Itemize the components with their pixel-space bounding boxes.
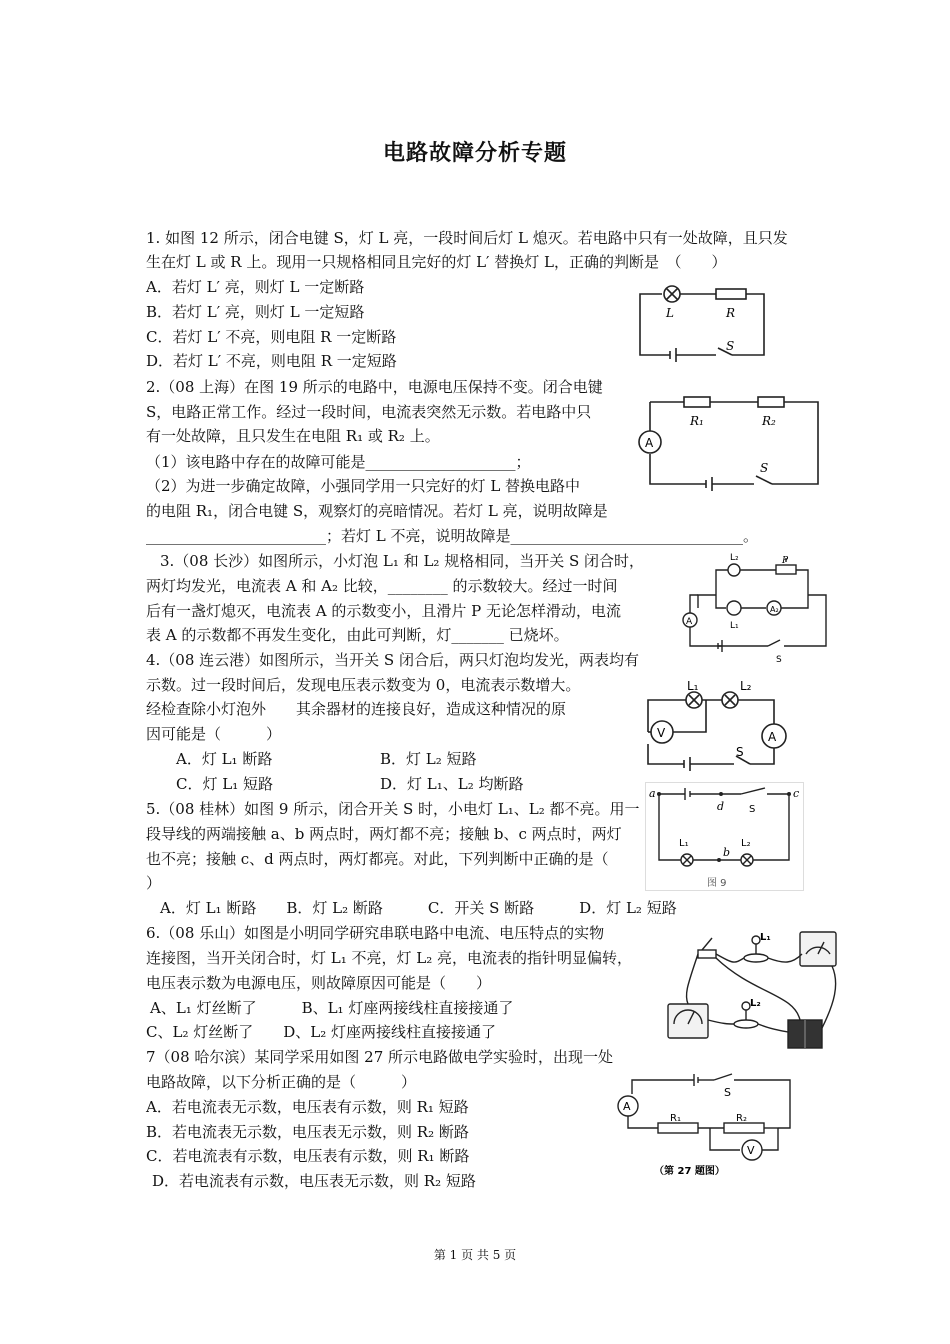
q5-line-4: ） [146,874,162,892]
fig7-caption: （第 27 题图） [654,1166,725,1177]
fig3-label-a: A [686,617,693,627]
q2-part-1: （1）该电路中存在的故障可能是____________________； [146,453,531,471]
fig1-label-r: R [726,306,736,320]
fig5-label-d: d [717,800,725,813]
fig2-ammeter-label: A [645,436,654,450]
q3-line-3: 后有一盏灯熄灭，电流表 A 的示数变小，且滑片 P 无论怎样滑动，电流 [146,602,622,620]
q6-options-cd: C、L₂ 灯丝断了 D、L₂ 灯座两接线柱直接接通了 [146,1023,496,1041]
q3-line-1: 3.（08 长沙）如图所示，小灯泡 L₁ 和 L₂ 规格相同，当开关 S 闭合时， [160,552,645,570]
q7-line-2: 电路故障，以下分析正确的是（ ） [146,1073,417,1091]
q7-option-c: C．若电流表有示数，电压表有示数，则 R₁ 断路 [146,1147,470,1165]
fig7-label-a: A [623,1100,631,1113]
q7-option-a: A．若电流表无示数，电压表有示数，则 R₁ 短路 [146,1098,469,1116]
q4-line-2: 示数。过一段时间后，发现电压表示数变为 0，电流表示数增大。 [146,676,581,694]
q1-line-1: 1. 如图 12 所示，闭合电键 S，灯 L 亮，一段时间后灯 L 熄灭。若电路中只有一处故障，且只发 [146,229,788,247]
fig5-label-a: a [649,787,656,800]
fig7-label-v: V [747,1144,755,1157]
figure-q2-circuit [632,392,832,492]
q6-line-3: 电压表示数为电源电压，则故障原因可能是（ ） [146,974,492,992]
q5-line-1: 5.（08 桂林）如图 9 所示，闭合开关 S 时，小电灯 L₁、L₂ 都不亮。用一 [146,800,640,818]
page-title: 电路故障分析专题 [382,141,567,166]
q2-part-2-line-2: 的电阻 R₁，闭合电键 S，观察灯的亮暗情况。若灯 L 亮，说明故障是 [146,502,608,520]
q2-line-3: 有一处故障，且只发生在电阻 R₁ 或 R₂ 上。 [146,427,440,445]
q3-line-4: 表 A 的示数都不再发生变化，由此可判断，灯_______ 已烧坏。 [146,626,569,644]
q2-line-1: 2.（08 上海）在图 19 所示的电路中，电源电压保持不变。闭合电键 [146,378,603,396]
fig5-label-l1: L₁ [679,838,689,849]
q4-option-a: A．灯 L₁ 断路 [176,750,273,768]
fig3-label-p: P [782,556,789,566]
fig7-label-r2: R₂ [736,1113,747,1124]
q5-options: A．灯 L₁ 断路 B．灯 L₂ 断路 C．开关 S 断路 D．灯 L₂ 短路 [160,899,677,917]
fig4-label-v: V [657,726,666,740]
fig2-label-r1: R₁ [690,414,704,428]
fig5-label-l2: L₂ [741,838,751,849]
fig7-label-r1: R₁ [670,1113,681,1124]
fig2-label-s: S [760,461,769,475]
q4-option-b: B．灯 L₂ 短路 [380,750,477,768]
q4-option-c: C．灯 L₁ 短路 [176,775,273,793]
fig3-label-l1: L₁ [730,621,739,631]
q1-option-b: B．若灯 L′ 亮，则灯 L 一定短路 [146,303,365,321]
fig6-label-l2: L₂ [750,998,761,1009]
q1-option-d: D．若灯 L′ 不亮，则电阻 R 一定短路 [146,352,397,370]
q3-line-2: 两灯均发光，电流表 A 和 A₂ 比较，________ 的示数较大。经过一时间 [146,577,618,595]
q7-option-b: B．若电流表无示数，电压表无示数，则 R₂ 断路 [146,1123,469,1141]
fig4-label-l2: L₂ [740,679,752,693]
fig7-label-s: S [724,1086,731,1099]
fig1-label-l: L [666,306,674,320]
q7-option-d: D．若电流表有示数，电压表无示数，则 R₂ 短路 [152,1172,476,1190]
q1-option-a: A．若灯 L′ 亮，则灯 L 一定断路 [146,278,365,296]
q2-part-2-line-3: ________________________；若灯 L 不亮，说明故障是_______________________________。 [146,527,758,545]
q5-line-3: 也不亮；接触 c、d 两点时，两灯都亮。对此，下列判断中正确的是（ [146,850,609,868]
q6-line-2: 连接图，当开关闭合时，灯 L₁ 不亮，灯 L₂ 亮，电流表的指针明显偏转， [146,949,633,967]
q4-option-d: D．灯 L₁、L₂ 均断路 [380,775,524,793]
figure-q5-circuit [645,782,805,892]
figure-q4-circuit [640,676,800,780]
fig6-label-l1: L₁ [760,932,771,943]
figure-q6-apparatus [664,924,844,1054]
fig4-label-l1: L₁ [687,679,699,693]
fig3-label-a2: A₂ [770,605,779,614]
fig3-label-s: S [776,655,782,665]
fig5-caption: 图 9 [707,878,727,889]
figure-q7-circuit [614,1068,804,1180]
q7-line-1: 7（08 哈尔滨）某同学采用如图 27 所示电路做电学实验时，出现一处 [146,1048,614,1066]
q5-line-2: 段导线的两端接触 a、b 两点时，两灯都不亮；接触 b、c 两点时，两灯 [146,825,622,843]
q2-part-2-line-1: （2）为进一步确定故障，小强同学用一只完好的灯 L 替换电路中 [146,477,581,495]
fig5-label-c: c [793,787,800,800]
q4-line-3: 经检查除小灯泡外 其余器材的连接良好，造成这种情况的原 [146,700,567,718]
figure-q1-circuit [632,280,772,370]
fig4-label-s: S [736,745,744,759]
fig4-label-a: A [768,730,777,744]
q1-line-2: 生在灯 L 或 R 上。现用一只规格相同且完好的灯 L′ 替换灯 L，正确的判断是 （ ） [146,253,727,271]
fig1-label-s: S [726,339,735,353]
fig2-label-r2: R₂ [762,414,776,428]
q2-line-2: S，电路正常工作。经过一段时间，电流表突然无示数。若电路中只 [146,403,592,421]
q4-line-1: 4.（08 连云港）如图所示，当开关 S 闭合后，两只灯泡均发光，两表均有 [146,651,639,669]
fig5-label-b: b [723,846,731,859]
fig5-label-s: S [749,804,756,815]
q1-option-c: C．若灯 L′ 不亮，则电阻 R 一定断路 [146,328,397,346]
q6-line-1: 6.（08 乐山）如图是小明同学研究串联电路中电流、电压特点的实物 [146,924,605,942]
fig3-label-l2: L₂ [730,553,739,563]
figure-q3-circuit [678,550,828,666]
q6-options-ab: A、L₁ 灯丝断了 B、L₁ 灯座两接线柱直接接通了 [150,999,514,1017]
page-footer: 第 1 页 共 5 页 [433,1248,517,1262]
q4-line-4: 因可能是（ ） [146,725,282,743]
